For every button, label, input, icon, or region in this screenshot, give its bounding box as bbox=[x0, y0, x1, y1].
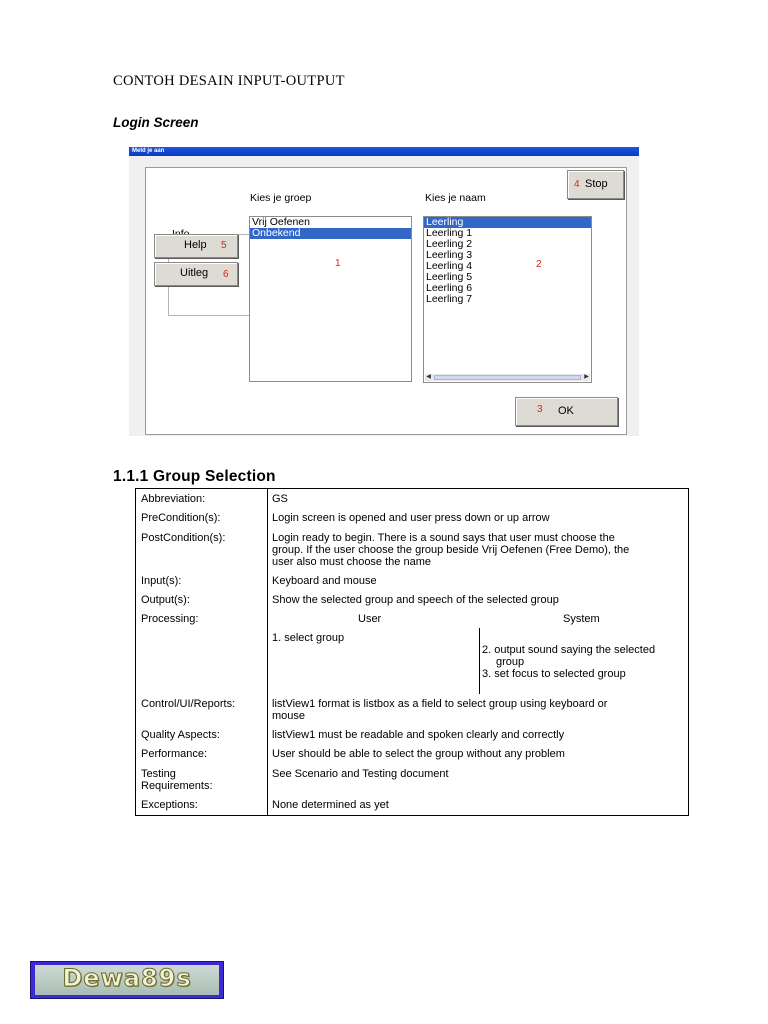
output-label: Output(s): bbox=[141, 594, 190, 606]
help-button-label: Help bbox=[184, 239, 207, 251]
name-label: Kies je naam bbox=[425, 192, 486, 204]
uitleg-button[interactable] bbox=[154, 262, 238, 286]
login-screenshot bbox=[129, 147, 639, 436]
spec-table bbox=[135, 488, 689, 816]
stop-button-label: Stop bbox=[585, 178, 608, 190]
name-listbox[interactable] bbox=[423, 216, 592, 383]
processing-system-header: System bbox=[563, 613, 600, 625]
processing-label: Processing: bbox=[141, 613, 199, 625]
name-list-item[interactable]: Leerling 6 bbox=[426, 282, 473, 294]
performance-value: User should be able to select the group without any problem bbox=[272, 748, 565, 760]
control-label: Control/UI/Reports: bbox=[141, 698, 236, 710]
name-list-item[interactable]: Leerling bbox=[424, 217, 591, 228]
control-line-1: listView1 format is listbox as a field to select group using keyboard or bbox=[272, 698, 608, 710]
ok-number: 3 bbox=[537, 404, 543, 415]
postcondition-line-1: Login ready to begin. There is a sound says that user must choose the bbox=[272, 532, 615, 544]
group-list-number: 1 bbox=[335, 258, 341, 269]
stop-button[interactable] bbox=[567, 170, 624, 199]
postcondition-line-2: group. If the user choose the group beside Vrij Oefenen (Free Demo), the bbox=[272, 544, 630, 556]
name-list-item[interactable]: Leerling 2 bbox=[426, 238, 473, 250]
name-list-item[interactable]: Leerling 5 bbox=[426, 271, 473, 283]
document-title: CONTOH DESAIN INPUT-OUTPUT bbox=[113, 73, 345, 89]
testing-value: See Scenario and Testing document bbox=[272, 768, 449, 780]
scroll-thumb[interactable] bbox=[434, 375, 581, 380]
login-screen-subtitle: Login Screen bbox=[113, 115, 199, 130]
group-listbox[interactable] bbox=[249, 216, 412, 382]
group-list-item[interactable]: Onbekend bbox=[250, 228, 411, 239]
processing-user-header: User bbox=[358, 613, 382, 625]
name-list-item[interactable]: Leerling 7 bbox=[426, 293, 473, 305]
abbreviation-value: GS bbox=[272, 493, 288, 505]
processing-system-step-2-cont: group bbox=[496, 656, 525, 668]
logo-text: Dewa89s bbox=[62, 964, 192, 992]
name-list-item[interactable]: Leerling 3 bbox=[426, 249, 473, 261]
processing-system-step-2: 2. output sound saying the selected bbox=[482, 644, 656, 656]
postcondition-line-3: user also must choose the name bbox=[272, 556, 431, 568]
window-titlebar bbox=[129, 147, 639, 156]
exceptions-label: Exceptions: bbox=[141, 799, 198, 811]
name-list-item[interactable]: Leerling 1 bbox=[426, 227, 473, 239]
testing-label-line-1: Testing bbox=[141, 768, 176, 780]
stop-number: 4 bbox=[574, 179, 580, 190]
window-title: Meld je aan bbox=[132, 148, 165, 154]
abbreviation-label: Abbreviation: bbox=[141, 493, 206, 505]
login-panel bbox=[145, 167, 627, 435]
precondition-value: Login screen is opened and user press down or up arrow bbox=[272, 512, 550, 524]
testing-label-line-2: Requirements: bbox=[141, 780, 213, 792]
help-button[interactable] bbox=[154, 234, 238, 258]
uitleg-button-label: Uitleg bbox=[180, 267, 209, 279]
input-label: Input(s): bbox=[141, 575, 182, 587]
name-list-item[interactable]: Leerling 4 bbox=[426, 260, 473, 272]
scroll-left-icon[interactable]: ◀ bbox=[426, 374, 431, 380]
watermark-logo bbox=[30, 961, 224, 999]
input-value: Keyboard and mouse bbox=[272, 575, 377, 587]
group-list-item[interactable]: Vrij Oefenen bbox=[252, 216, 310, 228]
group-label: Kies je groep bbox=[250, 192, 312, 204]
processing-system-step-3: 3. set focus to selected group bbox=[482, 668, 626, 680]
scroll-right-icon[interactable]: ▶ bbox=[584, 374, 589, 380]
precondition-label: PreCondition(s): bbox=[141, 512, 221, 524]
processing-user-step: 1. select group bbox=[272, 632, 345, 644]
uitleg-number: 6 bbox=[223, 269, 229, 280]
quality-value: listView1 must be readable and spoken clearly and correctly bbox=[272, 729, 565, 741]
ok-button-label: OK bbox=[558, 405, 574, 417]
postcondition-label: PostCondition(s): bbox=[141, 532, 226, 544]
help-number: 5 bbox=[221, 240, 227, 251]
name-list-number: 2 bbox=[536, 259, 542, 270]
output-value: Show the selected group and speech of the selected group bbox=[272, 594, 559, 606]
quality-label: Quality Aspects: bbox=[141, 729, 220, 741]
performance-label: Performance: bbox=[141, 748, 208, 760]
ok-button[interactable] bbox=[515, 397, 618, 426]
section-heading: 1.1.1 Group Selection bbox=[113, 468, 276, 485]
exceptions-value: None determined as yet bbox=[272, 799, 389, 811]
control-line-2: mouse bbox=[272, 710, 306, 722]
name-list-hscrollbar[interactable] bbox=[425, 374, 590, 381]
column-divider bbox=[267, 489, 268, 815]
